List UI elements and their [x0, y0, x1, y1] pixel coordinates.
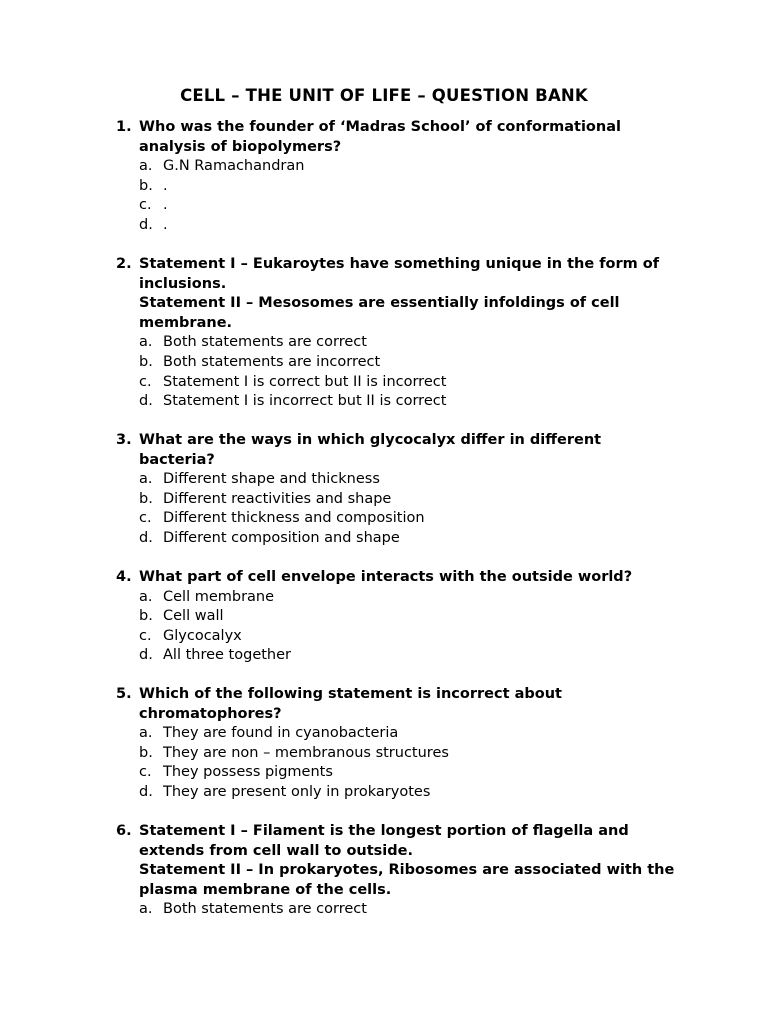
- question-text: Who was the founder of ‘Madras School’ of conformational analysis of biopolymers?: [139, 119, 621, 155]
- option-d: [139, 392, 676, 412]
- option-b: [139, 177, 676, 197]
- option-text: Different reactivities and shape: [163, 490, 392, 507]
- option-text: Statement I is correct but II is incorrect: [163, 373, 447, 390]
- question-text: Statement I – Eukaroytes have something unique in the form of inclusions.: [139, 256, 660, 292]
- option-a: [139, 900, 676, 920]
- option-c: [139, 763, 676, 783]
- option-list: [139, 157, 676, 235]
- option-b: [139, 490, 676, 510]
- option-b: [139, 607, 676, 627]
- option-letter: c.: [139, 373, 152, 390]
- question-number: 6.: [116, 823, 132, 839]
- option-letter: b.: [139, 177, 153, 194]
- option-a: [139, 333, 676, 353]
- option-text: .: [163, 197, 168, 214]
- option-d: [139, 216, 676, 236]
- option-letter: a.: [139, 158, 153, 175]
- option-letter: c.: [139, 197, 152, 214]
- question-text: Which of the following statement is incorrect about chromatophores?: [139, 686, 562, 722]
- question-text: Statement I – Filament is the longest portion of flagella and extends from cell wall to outside.: [139, 823, 629, 859]
- option-letter: d.: [139, 647, 153, 664]
- option-c: [139, 373, 676, 393]
- option-text: All three together: [163, 647, 291, 664]
- page-title: CELL – THE UNIT OF LIFE – QUESTION BANK: [180, 86, 588, 105]
- option-text: They are found in cyanobacteria: [163, 725, 399, 742]
- option-list: [139, 724, 676, 802]
- option-a: [139, 470, 676, 490]
- question-1: [116, 118, 676, 236]
- option-list: [139, 900, 676, 920]
- option-letter: b.: [139, 608, 153, 625]
- option-letter: a.: [139, 334, 153, 351]
- option-text: .: [163, 177, 168, 194]
- option-text: Different composition and shape: [163, 529, 400, 546]
- option-letter: a.: [139, 725, 153, 742]
- option-list: [139, 588, 676, 666]
- option-text: G.N Ramachandran: [163, 158, 305, 175]
- option-letter: c.: [139, 764, 152, 781]
- option-text: Different shape and thickness: [163, 471, 380, 488]
- option-a: [139, 588, 676, 608]
- option-list: [139, 470, 676, 548]
- option-text: Cell wall: [163, 608, 224, 625]
- option-letter: d.: [139, 783, 153, 800]
- option-text: Cell membrane: [163, 588, 275, 605]
- option-letter: c.: [139, 627, 152, 644]
- question-4: [116, 568, 676, 666]
- option-text: Glycocalyx: [163, 627, 242, 644]
- option-a: [139, 724, 676, 744]
- option-d: [139, 783, 676, 803]
- option-letter: b.: [139, 744, 153, 761]
- option-list: [139, 333, 676, 411]
- question-number: 3.: [116, 432, 132, 448]
- option-text: Statement I is incorrect but II is correct: [163, 393, 447, 410]
- option-text: They are non – membranous structures: [163, 744, 449, 761]
- option-letter: b.: [139, 490, 153, 507]
- option-c: [139, 627, 676, 647]
- option-text: They are present only in prokaryotes: [163, 783, 431, 800]
- option-text: They possess pigments: [163, 764, 333, 781]
- question-text-statement-2: Statement II – Mesosomes are essentially infoldings of cell membrane.: [139, 295, 620, 331]
- question-6: [116, 822, 676, 920]
- option-b: [139, 353, 676, 373]
- question-2: [116, 255, 676, 412]
- option-a: [139, 157, 676, 177]
- question-number: 1.: [116, 119, 132, 135]
- option-text: Both statements are incorrect: [163, 353, 381, 370]
- option-text: Both statements are correct: [163, 334, 367, 351]
- option-d: [139, 529, 676, 549]
- question-text-statement-2: Statement II – In prokaryotes, Ribosomes are associated with the plasma membrane of the cells.: [139, 862, 675, 898]
- option-c: [139, 196, 676, 216]
- option-text: .: [163, 216, 168, 233]
- question-text: What are the ways in which glycocalyx differ in different bacteria?: [139, 432, 602, 468]
- option-text: Different thickness and composition: [163, 510, 425, 527]
- option-letter: b.: [139, 353, 153, 370]
- option-letter: a.: [139, 471, 153, 488]
- option-text: Both statements are correct: [163, 901, 367, 918]
- question-text: What part of cell envelope interacts with the outside world?: [139, 569, 633, 585]
- option-letter: d.: [139, 529, 153, 546]
- question-5: [116, 685, 676, 803]
- option-d: [139, 646, 676, 666]
- option-letter: a.: [139, 901, 153, 918]
- option-letter: c.: [139, 510, 152, 527]
- option-letter: d.: [139, 216, 153, 233]
- option-letter: a.: [139, 588, 153, 605]
- option-letter: d.: [139, 393, 153, 410]
- question-3: [116, 431, 676, 549]
- option-b: [139, 744, 676, 764]
- question-number: 4.: [116, 569, 132, 585]
- question-number: 2.: [116, 256, 132, 272]
- option-c: [139, 509, 676, 529]
- question-number: 5.: [116, 686, 132, 702]
